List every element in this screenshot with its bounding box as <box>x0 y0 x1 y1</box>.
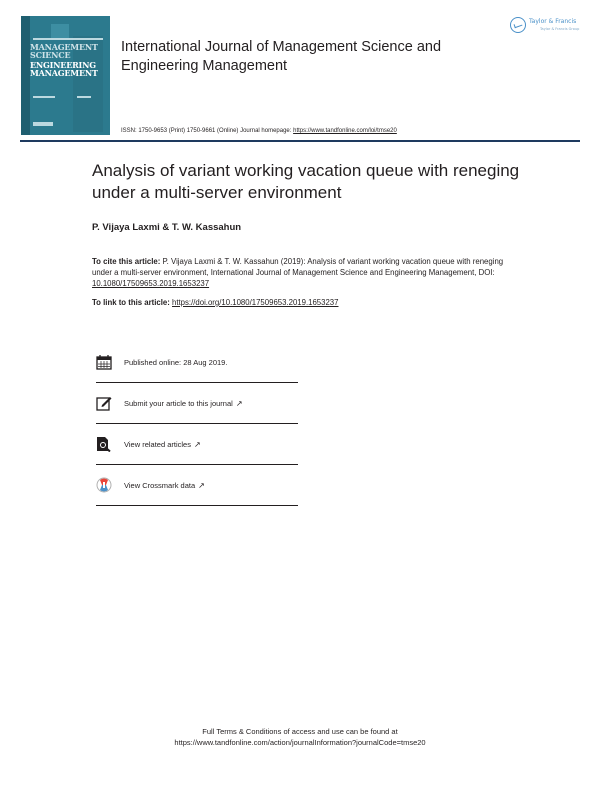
cover-decoration <box>33 38 103 40</box>
article-actions <box>96 342 298 506</box>
cover-title-bottom: ENGINEERING MANAGEMENT <box>30 60 98 78</box>
cover-decoration <box>33 96 55 98</box>
footer-terms-link[interactable]: https://www.tandfonline.com/action/journalInformation?journalCode=tmse20 <box>174 738 426 747</box>
related-articles-icon <box>96 436 124 452</box>
submit-article-row[interactable] <box>96 383 298 424</box>
crossmark-row[interactable] <box>96 465 298 506</box>
cover-decoration <box>51 24 69 38</box>
journal-cover-image <box>21 16 110 135</box>
article-link-label: To link to this article: <box>92 298 172 307</box>
issn-text: ISSN: 1750-9653 (Print) 1750-9661 (Online) Journal homepage: <box>121 128 294 134</box>
publisher-logo[interactable] <box>510 16 582 38</box>
cover-title-top: MANAGEMENT SCIENCE <box>30 42 98 60</box>
citation-doi-link[interactable]: 10.1080/17509653.2019.1653237 <box>92 279 210 288</box>
cover-publisher-logo <box>33 122 53 126</box>
journal-homepage-link[interactable]: https://www.tandfonline.com/loi/tmse20 <box>293 128 397 134</box>
cover-decoration <box>77 96 91 98</box>
related-articles-row[interactable] <box>96 424 298 465</box>
external-link-icon: ↗ <box>235 398 243 408</box>
footer-terms-text: Full Terms & Conditions of access and use can be found at <box>202 727 398 736</box>
article-doi-link[interactable]: https://doi.org/10.1080/17509653.2019.1653237 <box>172 298 339 307</box>
article-title: Analysis of variant working vacation queue with reneging under a multi-server environment <box>92 161 520 202</box>
authors: P. Vijaya Laxmi & T. W. Kassahun <box>92 222 242 233</box>
published-online-text: Published online: 28 Aug 2019. <box>124 357 228 367</box>
crossmark-link[interactable]: View Crossmark data <box>124 480 196 490</box>
header-divider <box>20 140 580 142</box>
related-articles-link[interactable]: View related articles <box>124 439 191 449</box>
published-online-row <box>96 342 298 383</box>
external-link-icon: ↗ <box>193 439 201 449</box>
cover-spine <box>21 16 30 135</box>
edit-icon <box>96 395 124 411</box>
external-link-icon: ↗ <box>198 480 205 490</box>
citation-label: To cite this article: <box>92 257 161 266</box>
publisher-tagline: Taylor & Francis Group <box>540 27 580 31</box>
footer <box>0 726 600 748</box>
calendar-icon <box>96 354 124 370</box>
publisher-logo-icon <box>510 17 526 33</box>
journal-title: International Journal of Management Science and Engineering Management <box>121 39 442 74</box>
issn-line <box>121 128 397 134</box>
submit-article-link[interactable]: Submit your article to this journal <box>124 398 233 408</box>
publisher-name: Taylor & Francis <box>529 18 577 25</box>
citation-text: P. Vijaya Laxmi & T. W. Kassahun (2019): Analysis of variant working vacation queue with reneging under a multi-server environment, International Journal of Management Science and Engineering Management, DOI: <box>92 257 504 277</box>
crossmark-icon <box>96 477 124 493</box>
article-link-line <box>92 298 338 307</box>
citation <box>92 256 512 289</box>
